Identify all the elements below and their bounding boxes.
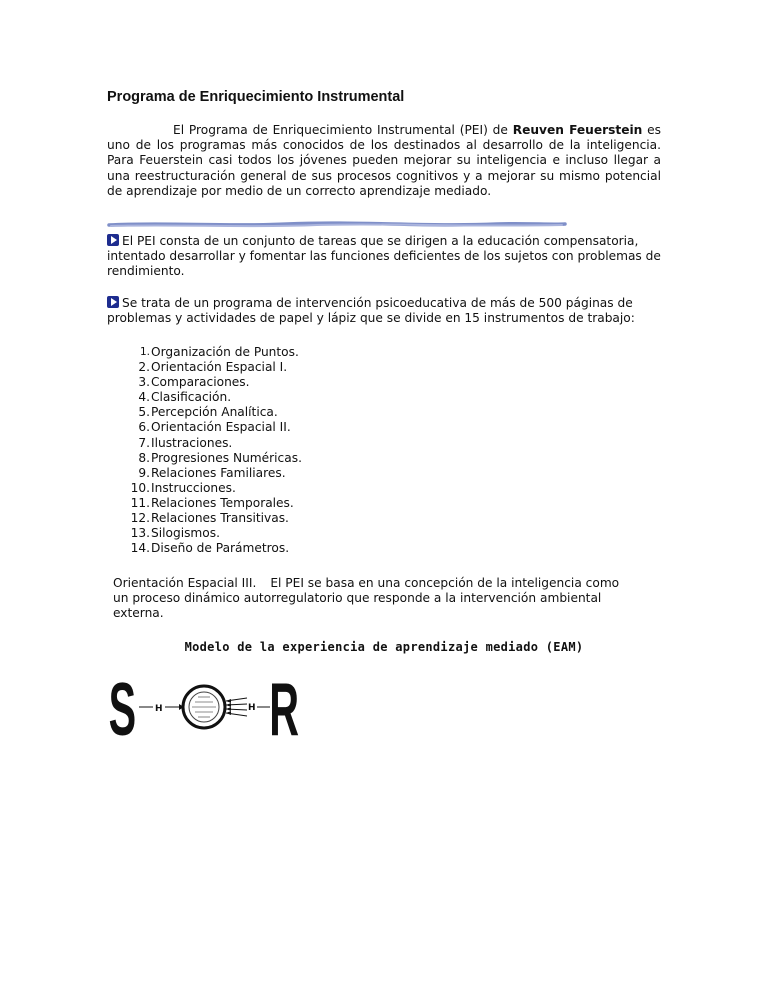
- list-item-label: Clasificación.: [151, 390, 232, 405]
- list-item-label: Relaciones Familiares.: [151, 465, 286, 480]
- list-item-label: Organización de Puntos.: [151, 345, 299, 359]
- list-item-number: 3.: [138, 375, 150, 390]
- paragraph-program-description: [107, 296, 661, 326]
- list-item-label: Instrucciones.: [151, 480, 236, 495]
- list-item-label: Comparaciones.: [151, 375, 250, 390]
- list-item-number: 8.: [138, 450, 150, 465]
- list-item-number: 13.: [130, 526, 150, 541]
- intro-lead: El Programa de Enriquecimiento Instrumental (PEI) de: [173, 123, 513, 137]
- list-item: [107, 405, 302, 420]
- list-item: [107, 436, 302, 451]
- play-arrow-bullet-icon: [107, 296, 119, 308]
- list-item-number: 12.: [130, 511, 150, 526]
- list-item: [107, 360, 302, 375]
- list-item: [107, 481, 302, 496]
- response-letter: R: [269, 674, 300, 740]
- list-item: [107, 526, 302, 541]
- list-item: [107, 390, 302, 405]
- list-item-label: Progresiones Numéricas.: [151, 450, 302, 465]
- closing-paragraph: [113, 576, 623, 622]
- closing-text: El PEI se basa en una concepción de la inteligencia como un proceso dinámico autorregulatorio que responde a la intervención ambiental externa.: [113, 576, 620, 621]
- page-title: Programa de Enriquecimiento Instrumental: [107, 89, 405, 105]
- list-item-number: 10.: [130, 480, 150, 495]
- paragraph-pei-tasks: [107, 234, 661, 280]
- list-item-label: Relaciones Temporales.: [151, 495, 294, 510]
- paragraph-1-text: El PEI consta de un conjunto de tareas que se dirigen a la educación compensatoria, intentado desarrollar y fomentar las funciones deficientes de los sujetos con problemas de rendimiento.: [107, 234, 661, 279]
- model-title: Modelo de la experiencia de aprendizaje mediado (EAM): [184, 640, 584, 654]
- list-item-label: Orientación Espacial I.: [151, 360, 288, 375]
- left-mediator-label: H: [155, 704, 163, 714]
- eam-model-diagram: [107, 674, 307, 740]
- instruments-list: [107, 345, 302, 556]
- play-arrow-bullet-icon: [107, 234, 119, 246]
- list-item-number: 14.: [130, 541, 150, 556]
- list-item-label: Silogismos.: [151, 526, 220, 541]
- list-item-number: 6.: [138, 420, 150, 435]
- list-item-label: Diseño de Parámetros.: [151, 541, 290, 556]
- list-item-label: Relaciones Transitivas.: [151, 511, 289, 526]
- list-item: [107, 541, 302, 556]
- decorative-divider: [107, 220, 567, 230]
- paragraph-2-text: Se trata de un programa de intervención psicoeducativa de más de 500 páginas de problemas y actividades de papel y lápiz que se divide en 15 instrumentos de trabajo:: [107, 296, 635, 326]
- right-mediator-label: H: [248, 703, 256, 713]
- intro-rest: es uno de los programas más conocidos de los destinados al desarrollo de la inteligencia. Para Feuerstein casi todos los jóvenes pueden mejorar su inteligencia e incluso llegar a una reestructuración general de sus procesos cognitivos y a mejorar su mismo potencial de aprendizaje por medio de un correcto aprendizaje mediado.: [107, 123, 661, 198]
- list-item-number: 2.: [138, 360, 150, 375]
- list-item-number: 9.: [138, 465, 150, 480]
- list-item: [107, 375, 302, 390]
- list-item: [107, 451, 302, 466]
- list-item-number: 7.: [138, 435, 150, 450]
- list-item-number: 5.: [138, 405, 150, 420]
- list-item-number: 1.: [139, 346, 150, 358]
- list-item-number: 4.: [138, 390, 150, 405]
- list-item-label: Percepción Analítica.: [151, 405, 278, 420]
- list-item: [107, 511, 302, 526]
- author-name: Reuven Feuerstein: [512, 123, 643, 137]
- list-item-label: Orientación Espacial II.: [151, 420, 291, 435]
- list-item-number: 11.: [130, 495, 150, 510]
- list-item: [107, 345, 302, 360]
- intro-paragraph: [107, 123, 661, 199]
- list-item: [107, 496, 302, 511]
- instrument-15-label: Orientación Espacial III.: [113, 576, 257, 590]
- stimulus-letter: S: [108, 674, 137, 740]
- list-item: [107, 420, 302, 435]
- list-item: [107, 466, 302, 481]
- list-item-label: Ilustraciones.: [151, 435, 233, 450]
